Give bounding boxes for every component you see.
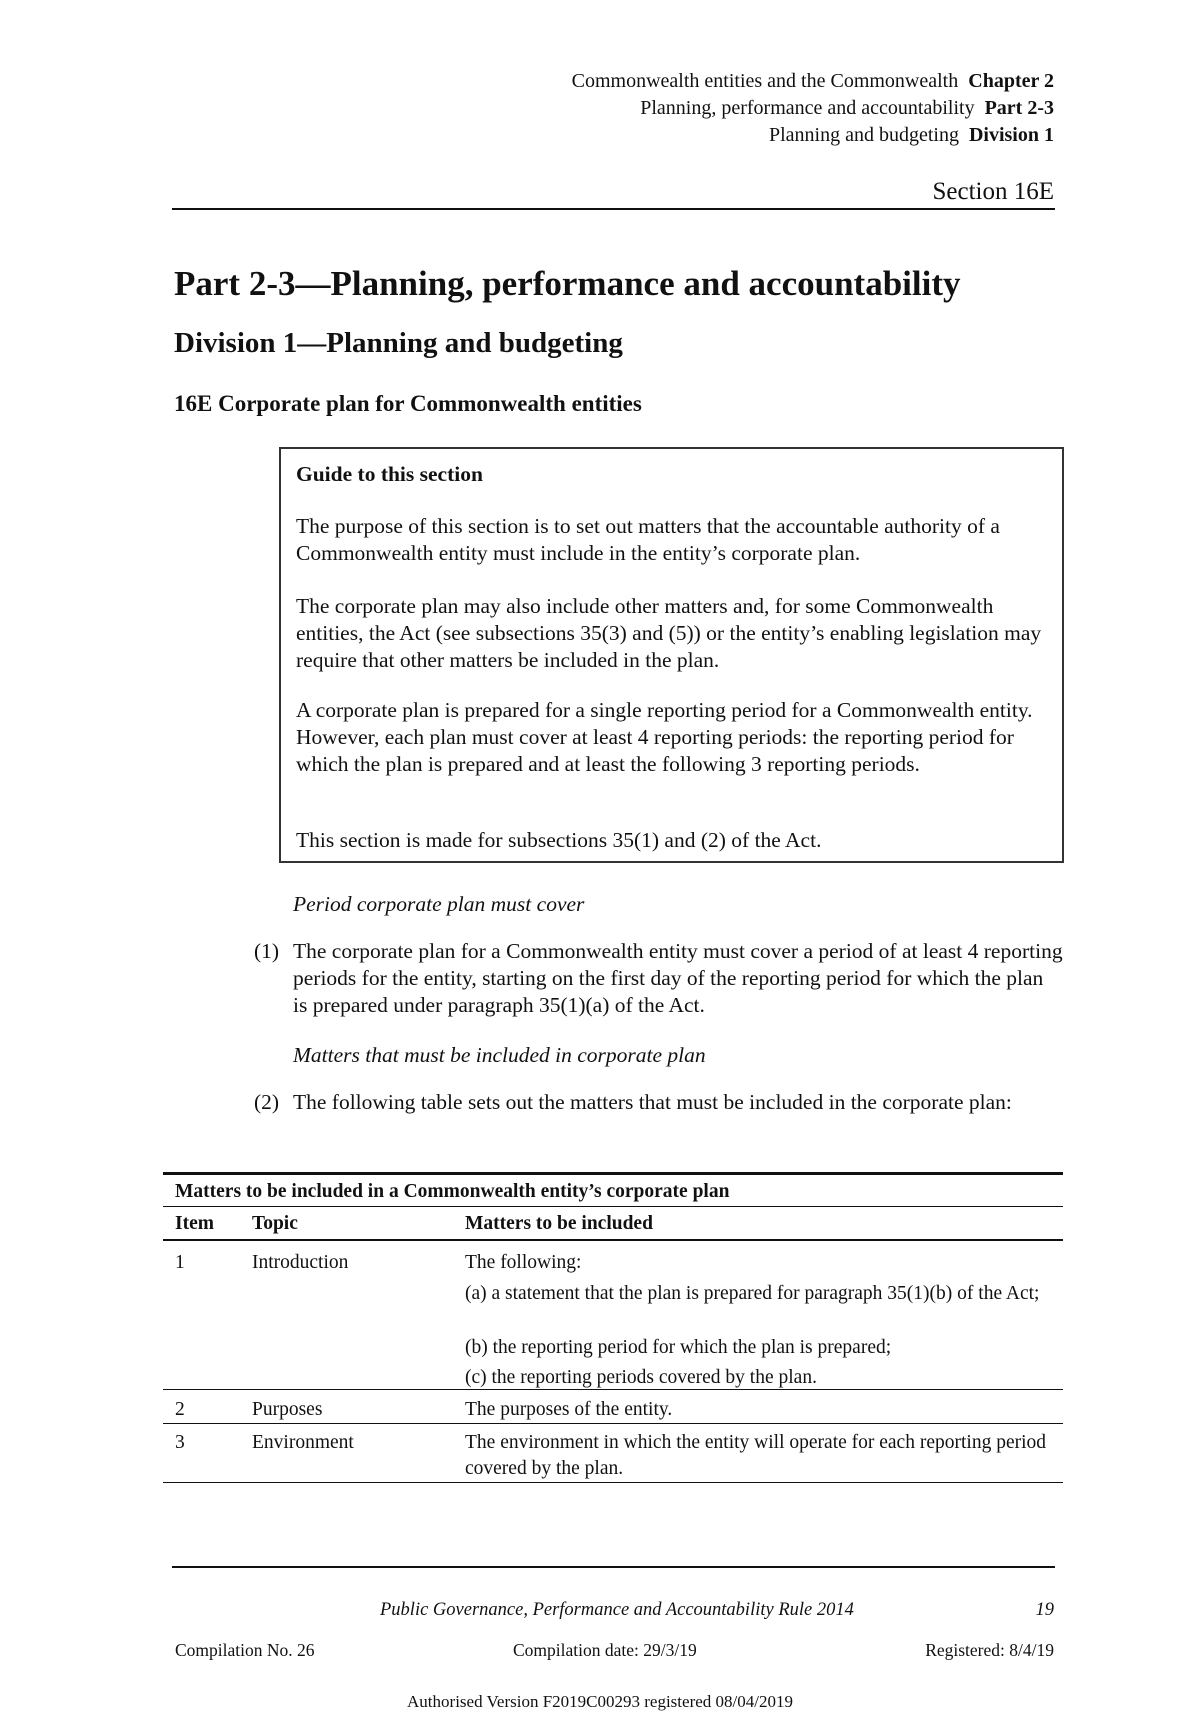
- running-header-chapter: Chapter 2: [968, 70, 1054, 92]
- running-header-part: Part 2-3: [984, 97, 1054, 119]
- subsection-2-heading: Matters that must be included in corporate plan: [293, 1043, 706, 1067]
- table-header-matters: Matters to be included: [465, 1213, 653, 1234]
- table-row-2-topic: Purposes: [252, 1399, 323, 1420]
- table-header-topic: Topic: [252, 1213, 298, 1234]
- header-rule: [172, 208, 1055, 210]
- guide-paragraph: The corporate plan may also include other matters and, for some Commonwealth entities, the Act (see subsections 35(3) and (5)) or the entity’s enabling legislation may require that other matters be included in the plan.: [296, 594, 1042, 672]
- table-header-rule: [163, 1239, 1063, 1241]
- subsection-1-heading: Period corporate plan must cover: [293, 892, 585, 916]
- guide-paragraph: A corporate plan is prepared for a single reporting period for a Commonwealth entity. However, each plan must cover at least 4 reporting periods: the reporting period for which the plan is prepared and at least the following 3 reporting periods.: [296, 698, 1033, 776]
- table-caption: Matters to be included in a Commonwealth entity’s corporate plan: [175, 1181, 730, 1202]
- running-header-line-1: [572, 68, 1054, 95]
- guide-box: [279, 447, 1064, 863]
- running-header-part-text: Planning, performance and accountability: [640, 97, 975, 119]
- table-row-2-item: 2: [175, 1399, 185, 1420]
- footer-title: Public Governance, Performance and Accountability Rule 2014: [380, 1600, 854, 1620]
- authorised-version: Authorised Version F2019C00293 registered 08/04/2019: [407, 1692, 793, 1711]
- footer-compilation-number: Compilation No. 26: [175, 1640, 315, 1660]
- table-bottom-rule: [163, 1482, 1063, 1483]
- running-header-division-text: Planning and budgeting: [768, 124, 959, 146]
- table-row-1-topic: Introduction: [252, 1252, 349, 1273]
- table-row-rule: [163, 1423, 1063, 1424]
- division-title: Division 1—Planning and budgeting: [174, 327, 623, 359]
- subsection-1-text: The corporate plan for a Commonwealth entity must cover a period of at least 4 reporting periods for the entity, starting on the first day of the reporting period for which the plan is prepared under paragraph 35(1)(a) of the Act.: [293, 939, 1063, 1017]
- table-row-rule: [163, 1389, 1063, 1390]
- footer-compilation-date: Compilation date: 29/3/19: [513, 1640, 697, 1660]
- table-caption-rule: [163, 1206, 1063, 1207]
- running-header-line-2: [640, 95, 1054, 122]
- subsection-1: [254, 938, 1064, 1019]
- table-row-3-topic: Environment: [252, 1432, 354, 1453]
- table-row-2-matters: The purposes of the entity.: [465, 1399, 673, 1420]
- table-row-3-item: 3: [175, 1432, 185, 1453]
- running-header-section: Section 16E: [932, 178, 1054, 205]
- guide-title: Guide to this section: [296, 462, 483, 486]
- running-header-division: Division 1: [968, 124, 1054, 146]
- table-row-1-subitem-b: (b) the reporting period for which the plan is prepared;: [465, 1337, 892, 1358]
- running-header-chapter-text: Commonwealth entities and the Commonwealth: [571, 70, 959, 92]
- guide-paragraph: This section is made for subsections 35(1) and (2) of the Act.: [296, 828, 822, 852]
- guide-paragraph: The purpose of this section is to set out matters that the accountable authority of a Commonwealth entity must include in the entity’s corporate plan.: [296, 514, 1000, 565]
- subsection-1-number: (1): [254, 939, 280, 963]
- running-header-line-3: [769, 122, 1054, 149]
- footer-page-number: 19: [1035, 1600, 1054, 1620]
- table-row-1-matters: The following:: [465, 1252, 582, 1273]
- subsection-2-text: The following table sets out the matters that must be included in the corporate plan:: [293, 1090, 1012, 1114]
- footer-rule: [172, 1566, 1055, 1568]
- subsection-2: [254, 1089, 1064, 1143]
- footer-registered: Registered: 8/4/19: [925, 1640, 1054, 1660]
- part-title: Part 2-3—Planning, performance and accountability: [174, 264, 961, 303]
- table-row-3-matters: The environment in which the entity will operate for each reporting period covered by the plan.: [465, 1432, 1047, 1479]
- table-row-1-subitem-a: (a) a statement that the plan is prepared for paragraph 35(1)(b) of the Act;: [465, 1283, 1040, 1304]
- table-row-1-item: 1: [175, 1252, 185, 1273]
- section-title: 16E Corporate plan for Commonwealth entities: [174, 391, 642, 416]
- table-header-item: Item: [175, 1213, 214, 1234]
- subsection-2-number: (2): [254, 1090, 280, 1114]
- table-row-1-subitem-c: (c) the reporting periods covered by the plan.: [465, 1367, 817, 1388]
- table-top-rule: [163, 1172, 1063, 1175]
